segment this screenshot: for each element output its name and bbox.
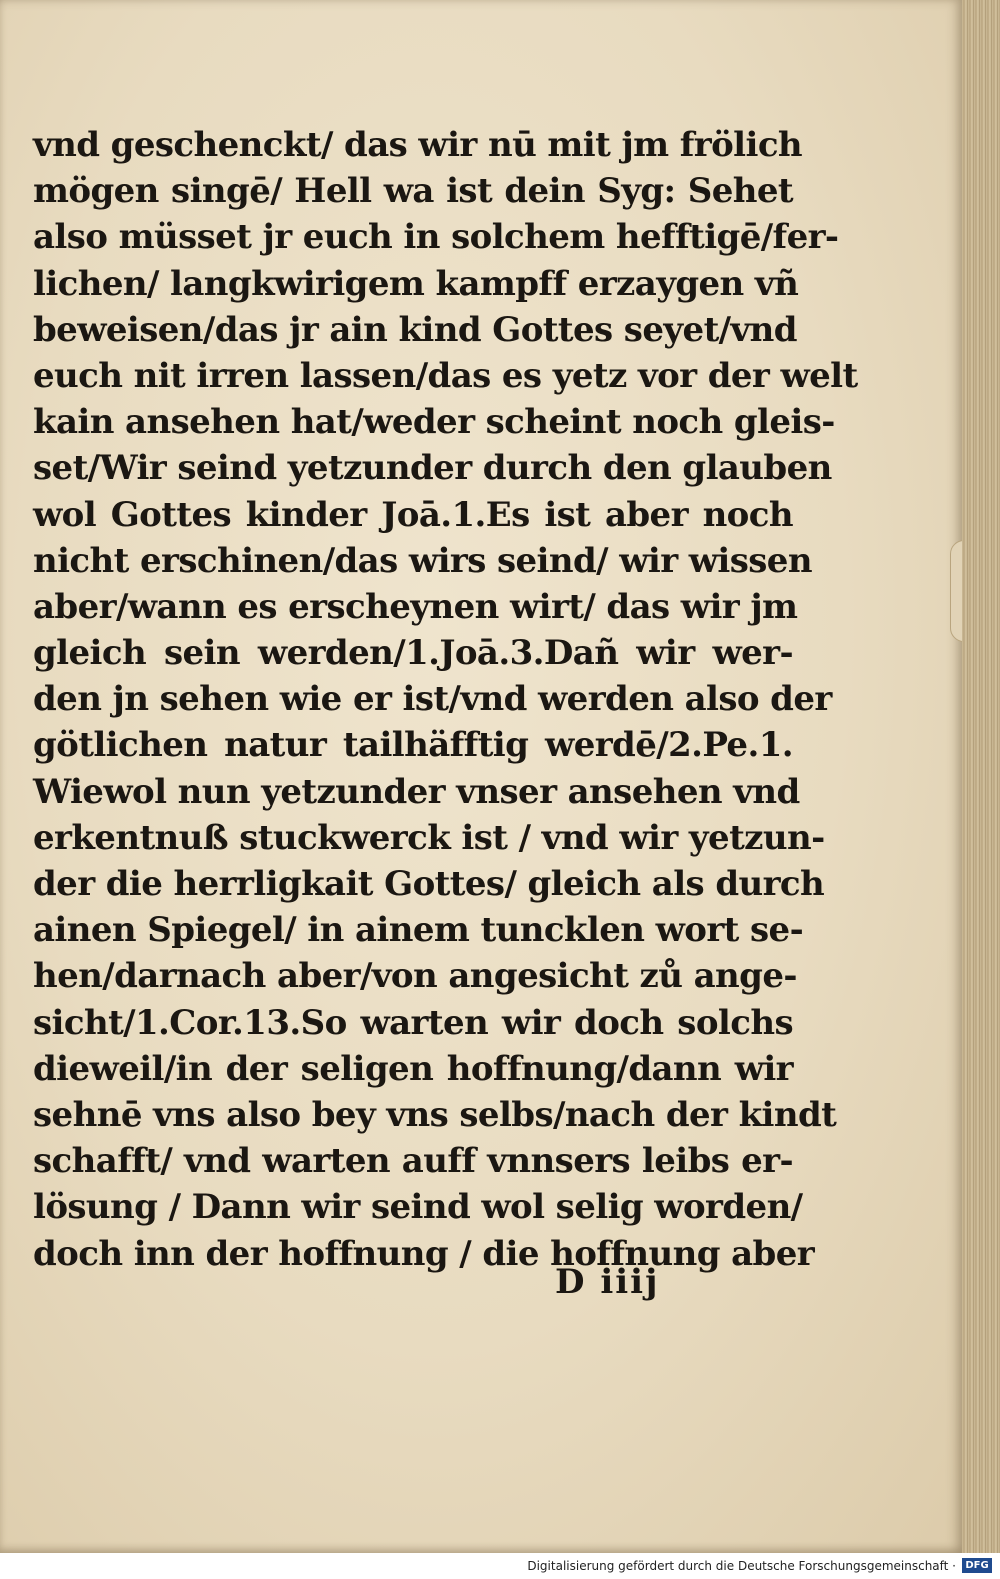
text-line: sehnē vns also bey vns selbs/nach der kindt xyxy=(33,1094,837,1135)
text-line: götlichen natur tailhäfftig werdē/2.Pe.1. xyxy=(33,725,793,766)
text-line: mögen singē/ Hell wa ist dein Syg: Sehet xyxy=(33,171,793,212)
text-line: den jn sehen wie er ist/vnd werden also der xyxy=(33,679,832,720)
text-line: hen/darnach aber/von angesicht zů ange- xyxy=(33,956,797,997)
footer-bar xyxy=(0,1553,1000,1579)
text-line: beweisen/das jr ain kind Gottes seyet/vnd xyxy=(33,309,797,350)
dfg-logo: DFG xyxy=(962,1558,992,1573)
text-line: sicht/1.Cor.13.So warten wir doch solchs xyxy=(33,1002,793,1043)
text-line: gleich sein werden/1.Joā.3.Dañ wir wer- xyxy=(33,633,793,674)
footer-credit: Digitalisierung gefördert durch die Deutsche Forschungsgemeinschaft · xyxy=(527,1559,956,1573)
text-line: wol Gottes kinder Joā.1.Es ist aber noch xyxy=(33,494,793,535)
text-line: doch inn der hoffnung / die hoffnung aber xyxy=(33,1233,815,1274)
text-line: schafft/ vnd warten auff vnnsers leibs er- xyxy=(33,1141,793,1182)
text-line: lichen/ langkwirigem kampff erzaygen vñ xyxy=(33,263,799,304)
text-line: also müsset jr euch in solchem hefftigē/fer- xyxy=(33,217,839,258)
text-line: ainen Spiegel/ in ainem tuncklen wort se- xyxy=(33,910,804,951)
text-line: erkentnuß stuckwerck ist / vnd wir yetzun- xyxy=(33,817,825,858)
text-line: aber/wann es erscheynen wirt/ das wir jm xyxy=(33,586,798,627)
text-line: set/Wir seind yetzunder durch den glauben xyxy=(33,448,832,489)
signature-mark: D iiij xyxy=(555,1262,660,1302)
page-stack-edge xyxy=(962,0,1000,1553)
text-line: Wiewol nun yetzunder vnser ansehen vnd xyxy=(33,771,800,812)
text-line: nicht erschinen/das wirs seind/ wir wissen xyxy=(33,540,812,581)
text-line: der die herrligkait Gottes/ gleich als durch xyxy=(33,864,825,904)
page-text xyxy=(33,122,858,1277)
text-line: kain ansehen hat/weder scheint noch gleis- xyxy=(33,402,835,443)
text-line: vnd geschenckt/ das wir nū mit jm frölich xyxy=(33,125,803,165)
text-line: dieweil/in der seligen hoffnung/dann wir xyxy=(33,1048,793,1089)
text-line: euch nit irren lassen/das es yetz vor der welt xyxy=(33,355,858,396)
text-line: lösung / Dann wir seind wol selig worden/ xyxy=(33,1187,803,1228)
